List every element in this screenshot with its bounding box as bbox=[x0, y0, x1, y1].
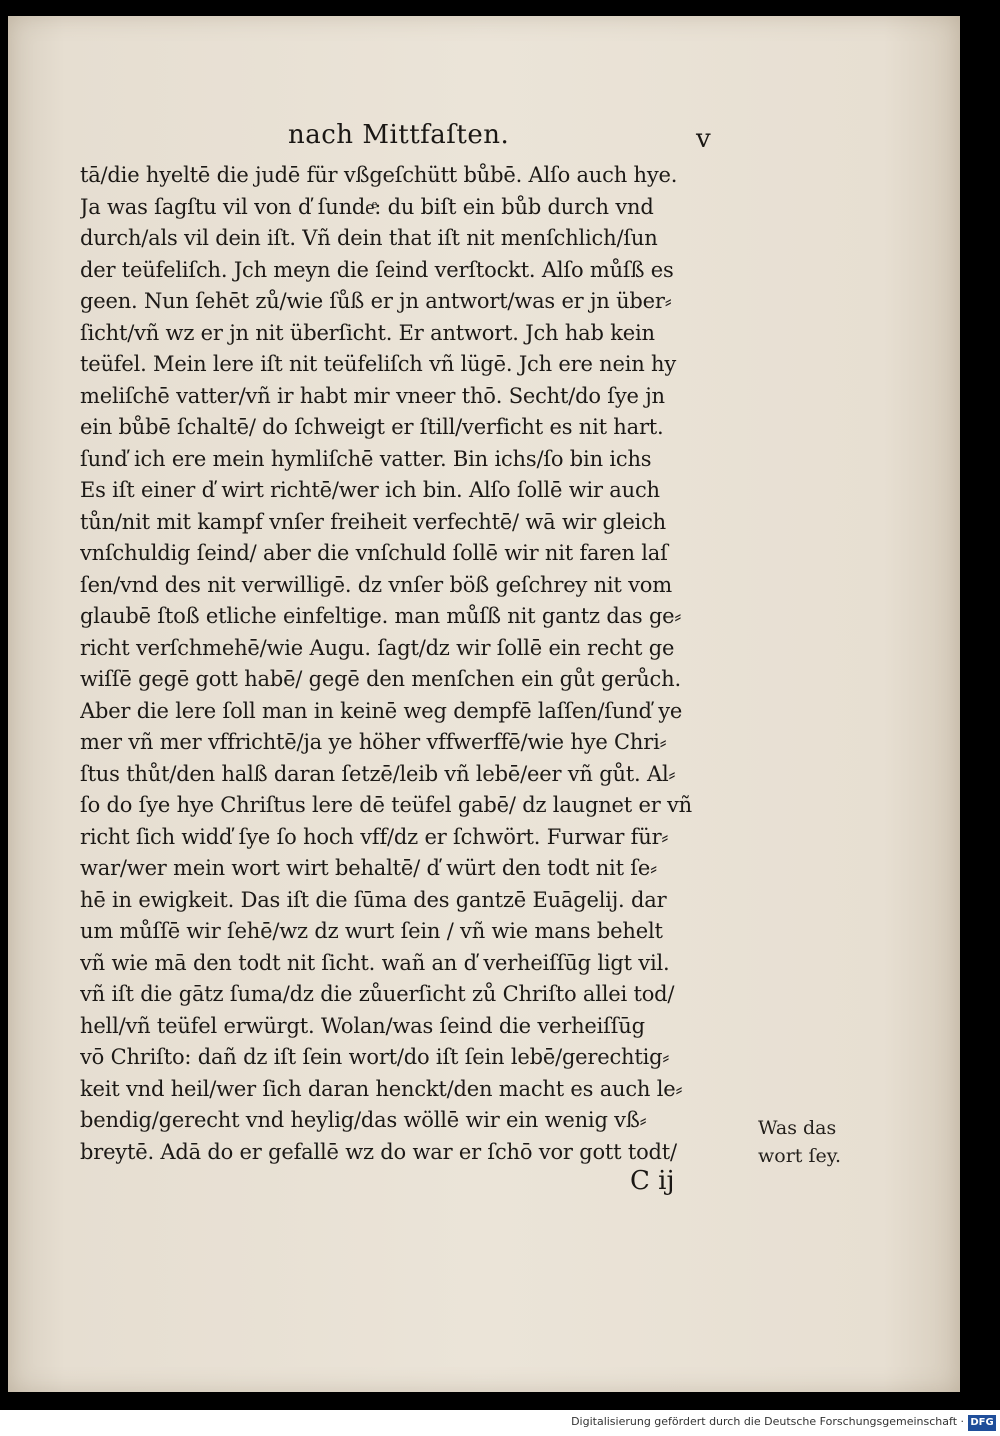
text-line: ein bůbē ſchaltē/ do ſchweigt er ſtill/verficht es nit hart. bbox=[80, 415, 664, 439]
text-line: der teüfeliſch. Jch meyn die ſeind verſtockt. Alſo můſß es bbox=[80, 257, 674, 282]
text-line: ſen/vnd des nit verwilligē. dz vnſer böß geſchrey nit vom bbox=[80, 572, 672, 597]
text-line: keit vnd heil/wer ſich daran henckt/den macht es auch le⸗ bbox=[80, 1076, 683, 1101]
book-page bbox=[8, 16, 960, 1392]
text-line: meliſchē vatter/vñ ir habt mir vneer thō. Secht/do ſye jn bbox=[80, 383, 665, 408]
text-line: richt verſchmehē/wie Augu. ſagt/dz wir ſollē ein recht ge bbox=[80, 635, 675, 660]
text-line: bendig/gerecht vnd heylig/das wöllē wir ein wenig vß⸗ bbox=[80, 1108, 647, 1132]
text-line: hē in ewigkeit. Das iſt die ſūma des gantzē Euāgelij. dar bbox=[80, 887, 667, 912]
running-head: nach Mittfaſten. bbox=[288, 120, 510, 150]
marginal-note bbox=[758, 1114, 858, 1170]
text-line: ſtus thůt/den halß daran ſetzē/leib vñ lebē/eer vñ gůt. Al⸗ bbox=[80, 761, 676, 786]
text-line: ſo do ſye hye Chriſtus lere dē teüfel gabē/ dz laugnet er vñ bbox=[80, 793, 693, 817]
dfg-logo: DFG bbox=[968, 1415, 996, 1431]
text-line: vñ wie mā den todt nit ſicht. wañ an ď verheiſſūg ligt vil. bbox=[80, 950, 670, 975]
folio-mark: v bbox=[696, 124, 711, 154]
text-line: vñ iſt die gātz ſuma/dz die zůuerſicht zů Chriſto allei tod/ bbox=[80, 982, 675, 1006]
footer-bar bbox=[0, 1410, 1000, 1436]
text-line: Aber die lere ſoll man in keinē weg dempfē laſſen/ſunď ye bbox=[80, 698, 683, 723]
text-line: Ja was ſagſtu vil von ď ſundeͤ: du biſt ein bůb durch vnd bbox=[80, 194, 654, 219]
text-line: wiſſē gegē gott habē/ gegē den menſchen ein gůt gerůch. bbox=[80, 667, 681, 691]
text-line: ſunď ich ere mein hymliſchē vatter. Bin ichs/ſo bin ichs bbox=[80, 446, 652, 471]
signature-mark: C ij bbox=[630, 1166, 675, 1196]
text-line: um můſſē wir ſehē/wz dz wurt ſein / vñ wie mans behelt bbox=[80, 919, 663, 943]
text-line: Es iſt einer ď wirt richtē/wer ich bin. Alſo ſollē wir auch bbox=[80, 478, 660, 502]
text-line: tā/die hyeltē die judē für vßgeſchütt bůbē. Alſo auch hye. bbox=[80, 163, 678, 187]
text-line: tůn/nit mit kampf vnſer freiheit verfechtē/ wā wir gleich bbox=[80, 509, 666, 534]
text-line: mer vñ mer vffrichtē/ja ye höher vffwerffē/wie hye Chri⸗ bbox=[80, 730, 667, 754]
text-line: vō Chriſto: dañ dz iſt ſein wort/do iſt ſein lebē/gerechtig⸗ bbox=[80, 1045, 670, 1069]
marginal-note-line: Was das bbox=[758, 1117, 837, 1139]
marginal-note-line: wort ſey. bbox=[758, 1145, 841, 1167]
text-block bbox=[80, 160, 770, 1168]
text-line: breytē. Adā do er gefallē wz do war er ſchō vor gott todt/ bbox=[80, 1139, 677, 1164]
text-line: vnſchuldig ſeind/ aber die vnſchuld ſollē wir nit faren laſ bbox=[80, 541, 668, 565]
text-line: glaubē ſtoß etliche einfeltige. man můſß nit gantz das ge⸗ bbox=[80, 604, 682, 628]
text-line: geen. Nun ſehēt zů/wie ſůß er jn antwort/was er jn über⸗ bbox=[80, 289, 672, 313]
text-line: war/wer mein wort wirt behaltē/ ď würt den todt nit ſe⸗ bbox=[80, 856, 657, 880]
text-line: teüfel. Mein lere iſt nit teüfeliſch vñ lügē. Jch ere nein hy bbox=[80, 352, 677, 376]
text-line: ſicht/vñ wz er jn nit überſicht. Er antwort. Jch hab kein bbox=[80, 320, 655, 345]
footer-credit: Digitalisierung gefördert durch die Deutsche Forschungsgemeinschaft · bbox=[571, 1415, 964, 1428]
text-line: richt ſich widď ſye ſo hoch vff/dz er ſchwört. Furwar für⸗ bbox=[80, 824, 669, 849]
text-line: durch/als vil dein iſt. Vñ dein that iſt nit menſchlich/ſun bbox=[80, 226, 658, 250]
text-line: hell/vñ teüfel erwürgt. Wolan/was ſeind die verheiſſūg bbox=[80, 1013, 645, 1038]
